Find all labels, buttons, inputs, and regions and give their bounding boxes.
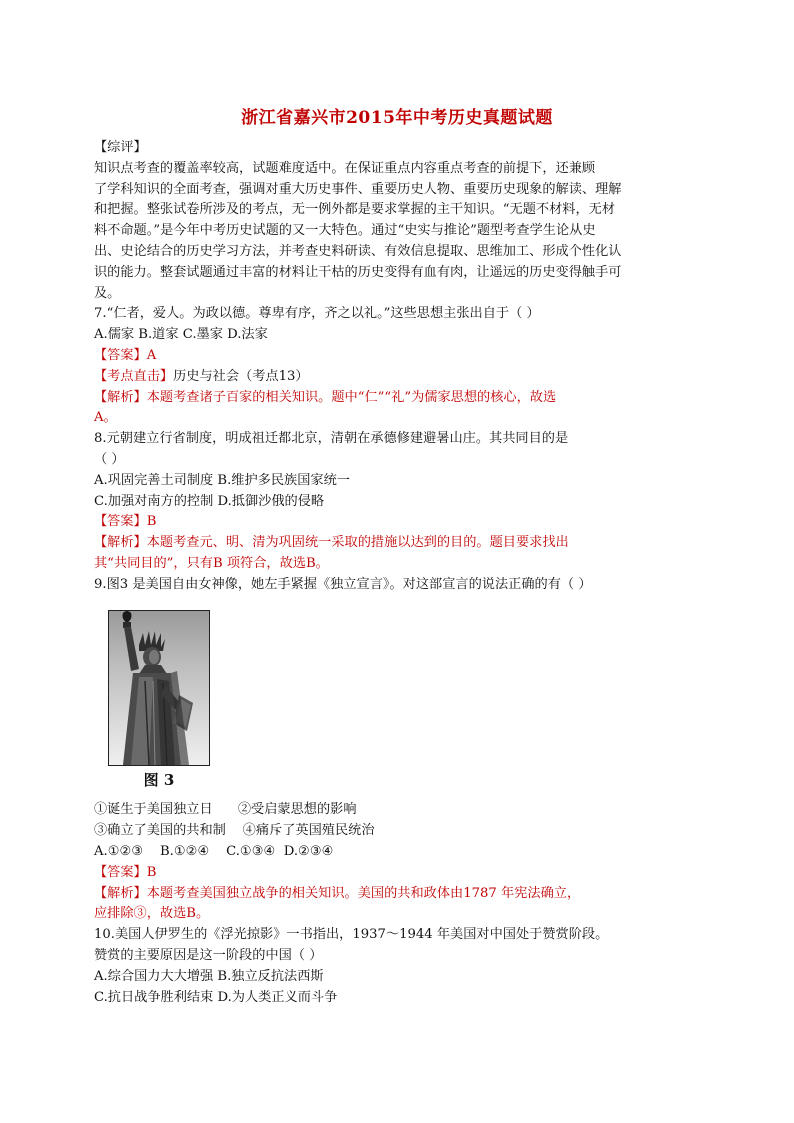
answer-value: B	[146, 514, 157, 530]
analysis-label: 【解析】	[94, 389, 147, 405]
question-8-answer	[94, 512, 660, 533]
question-9-options: A.①②③ B.①②④ C.①③④ D.②③④	[94, 843, 334, 859]
question-10-options: C.抗日战争胜利结束 D.为人类正义而斗争	[94, 989, 338, 1005]
analysis-label: 【解析】	[94, 885, 147, 901]
analysis-text: 本题考查元、明、清为巩固统一采取的措施以达到的目的。题目要求找出	[146, 535, 569, 551]
analysis-label: 【解析】	[94, 535, 147, 551]
question-9-statements: ①诞生于美国独立日 ②受启蒙思想的影响	[94, 802, 357, 818]
statue-of-liberty-photo	[108, 610, 210, 766]
question-8-analysis-cont: 其“共同目的”，只有B 项符合，故选B。	[94, 555, 329, 571]
question-9-analysis	[94, 884, 660, 905]
question-9-analysis-cont: 应排除③，故选B。	[94, 906, 210, 922]
analysis-text: 本题考查诸子百家的相关知识。题中“仁”“礼”为儒家思想的核心，故选	[146, 389, 557, 405]
review-line: 了学科知识的全面考查，强调对重大历史事件、重要历史人物、重要历史现象的解读、理解	[94, 181, 622, 197]
question-7-analysis	[94, 388, 660, 409]
question-8-stem-cont: （ ）	[94, 451, 125, 467]
question-7-analysis-cont: A。	[94, 410, 117, 426]
review-line: 知识点考查的覆盖率较高，试题难度适中。在保证重点内容重点考查的前提下，还兼顾	[94, 160, 596, 176]
question-8-stem: 8.元朝建立行省制度，明成祖迁都北京，清朝在承德修建避暑山庄。其共同目的是	[94, 431, 569, 447]
question-9-stem: 9.图3 是美国自由女神像，她左手紧握《独立宣言》。对这部宣言的说法正确的有（ ）	[94, 576, 592, 592]
question-7-stem: 7.“仁者，爱人。为政以德。尊卑有序，齐之以礼。”这些思想主张出自于（ ）	[94, 306, 540, 322]
answer-value: A	[146, 347, 157, 363]
review-line: 出、史论结合的历史学习方法，并考查史料研读、有效信息提取、思维加工、形成个性化认	[94, 243, 622, 259]
point-label: 【考点直击】	[94, 368, 174, 384]
answer-label: 【答案】	[94, 864, 147, 880]
question-8-analysis	[94, 533, 660, 554]
question-9-answer	[94, 863, 660, 884]
question-8-options: C.加强对南方的控制 D.抵御沙俄的侵略	[94, 493, 325, 509]
question-10-stem: 10.美国人伊罗生的《浮光掠影》一书指出，1937～1944 年美国对中国处于赞赏阶段。	[94, 927, 609, 943]
answer-value: B	[146, 864, 157, 880]
review-line: 料不命题。”是今年中考历史试题的又一大特色。通过“史实与推论”题型考查学生论从史	[94, 223, 596, 239]
figure-caption: 图 3	[143, 770, 175, 789]
review-line: 和把握。整张试卷所涉及的考点，无一例外都是要求掌握的主干知识。“无题不材料，无材	[94, 202, 616, 218]
question-9-statements: ③确立了美国的共和制 ④痛斥了英国殖民统治	[94, 823, 375, 839]
page-title: 浙江省嘉兴市2015年中考历史真题试题	[241, 108, 553, 128]
question-7-point	[94, 367, 660, 388]
figure-3	[108, 610, 210, 791]
document-body	[94, 138, 660, 1008]
question-7-answer	[94, 346, 660, 367]
review-line: 及。	[94, 285, 121, 301]
point-value: 历史与社会（考点13）	[173, 368, 309, 384]
question-8-options: A.巩固完善土司制度 B.维护多民族国家统一	[94, 472, 350, 488]
question-10-stem-cont: 赞赏的主要原因是这一阶段的中国（ ）	[94, 947, 323, 963]
answer-label: 【答案】	[94, 347, 147, 363]
review-heading: 【综评】	[94, 140, 147, 155]
analysis-text: 本题考查美国独立战争的相关知识。美国的共和政体由1787 年宪法确立，	[146, 885, 581, 901]
question-10-options: A.综合国力大大增强 B.独立反抗法西斯	[94, 968, 324, 984]
review-line: 识的能力。整套试题通过丰富的材料让干枯的历史变得有血有肉，让遥远的历史变得触手可	[94, 264, 622, 280]
question-7-options: A.儒家 B.道家 C.墨家 D.法家	[94, 327, 268, 343]
answer-label: 【答案】	[94, 514, 147, 530]
